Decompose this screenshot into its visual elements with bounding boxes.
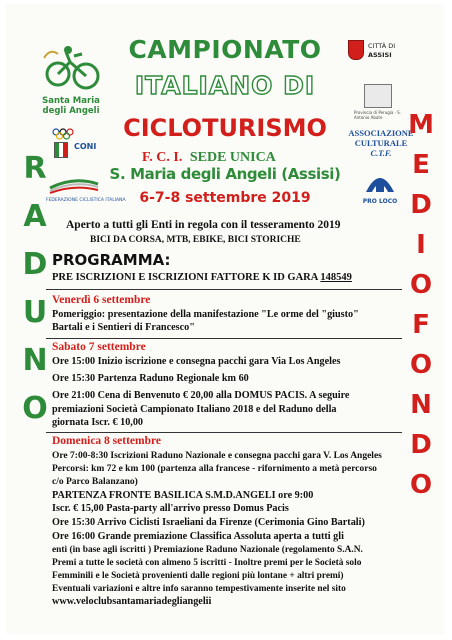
intro-line1: Aperto a tutti gli Enti in regola con il tesseramento 2019	[66, 219, 341, 231]
proloco-label: PRO LOCO	[362, 198, 398, 205]
mediofondo-vertical	[406, 112, 436, 512]
fci-line	[142, 150, 276, 166]
day-line: Ore 7:00-8:30 Iscrizioni Raduno Nazionale e consegna pacchi gara V. Los Angeles	[52, 451, 382, 461]
website-link[interactable]: www.veloclubsantamariadegliangelii	[52, 596, 212, 607]
title-line2: ITALIANO DI	[134, 71, 316, 100]
mediofondo-letter: F	[412, 310, 430, 340]
divider-1	[46, 289, 402, 290]
day-line: giornata Iscr. € 10,00	[52, 417, 144, 428]
raduno-letter: A	[23, 199, 47, 234]
day-line: premiazioni Società Campionato Italiano 2018 e del Raduno della	[52, 404, 337, 415]
day-line: PARTENZA FRONTE BASILICA S.M.D.ANGELI ore 9:00	[52, 490, 314, 501]
program-gara-id: 148549	[320, 272, 352, 283]
title-line1: CAMPIONATO	[128, 35, 322, 64]
mediofondo-letter: O	[409, 350, 433, 380]
mediofondo-letter: E	[412, 150, 430, 180]
program-pre-text: PRE ISCRIZIONI E ISCRIZIONI FATTORE K ID GARA	[52, 272, 321, 283]
coni-label: CONI	[74, 142, 97, 151]
day-line: Premi a tutte le società con almeno 5 iscritti - Inoltre premi per le Società solo	[52, 558, 362, 568]
raduno-letter: D	[22, 247, 48, 282]
mediofondo-letter: N	[410, 390, 432, 420]
day-title-saturday: Sabato 7 settembre	[52, 341, 146, 353]
raduno-letter: O	[22, 391, 48, 426]
day-line: Ore 15:30 Arrivo Ciclisti Israeliani da Firenze (Cerimonia Gino Bartali)	[52, 517, 365, 528]
day-line: Ore 15:00 Inizio iscrizione e consegna pacchi gara Via Los Angeles	[52, 356, 341, 367]
raduno-letter: R	[23, 151, 47, 186]
raduno-vertical	[20, 151, 50, 442]
mediofondo-letter: D	[410, 190, 432, 220]
mediofondo-letter: I	[416, 230, 426, 260]
event-place: S. Maria degli Angeli (Assisi)	[109, 165, 341, 183]
day-line: Percorsi: km 72 e km 100 (partenza alla francese - rifornimento a metà percorso	[52, 464, 377, 474]
program-pre	[52, 272, 352, 285]
day-line: c/o Parco Balanzano)	[52, 477, 138, 487]
day-line: Ore 15:30 Partenza Raduno Regionale km 60	[52, 373, 249, 384]
mediofondo-letter: D	[410, 430, 432, 460]
coni-shield-icon	[54, 142, 68, 158]
province-label: Provincia di Perugia · S. Antonio Abate	[354, 110, 401, 120]
sede-label: SEDE UNICA	[189, 150, 276, 165]
day-line: Ore 21:00 Cena di Benvenuto € 20,00 alla DOMUS PACIS. A seguire	[52, 390, 350, 401]
day-line: enti (in base agli iscritti ) Premiazione Raduno Nazionale (regolamento S.A.N.	[52, 545, 363, 555]
day-line: Eventuali variazioni e altre info saranno tempestivamente inserite nel sito	[52, 584, 346, 594]
club-name-line2: degli Angeli	[42, 106, 100, 116]
title-line3: CICLOTURISMO	[123, 114, 327, 142]
association-line3: C.T.F.	[370, 148, 392, 158]
divider-2	[46, 338, 402, 339]
intro-line2: BICI DA CORSA, MTB, EBIKE, BICI STORICHE	[90, 235, 301, 245]
day-line: Femminili e le Società provenienti dalle regioni più lontane + altri premi)	[52, 571, 344, 581]
divider-3	[46, 432, 402, 433]
mediofondo-letter: O	[409, 470, 433, 500]
day-title-friday: Venerdì 6 settembre	[52, 294, 151, 306]
raduno-letter: U	[22, 295, 48, 330]
day-line: Ore 16:00 Grande premiazione Classifica Assoluta aperta a tutti gli	[52, 531, 344, 542]
day-line: Bartali e i Sentieri di Francesco"	[52, 322, 195, 333]
mediofondo-letter: O	[409, 270, 433, 300]
association-line2: CULTURALE	[354, 138, 408, 148]
mediofondo-letter: M	[408, 110, 434, 140]
day-title-sunday: Domenica 8 settembre	[52, 435, 162, 447]
raduno-letter: N	[22, 343, 48, 378]
assisi-line1: CITTÀ DI	[368, 42, 396, 50]
association-line1: ASSOCIAZIONE	[348, 128, 414, 138]
club-name-line1: Santa Maria	[42, 96, 100, 106]
event-dates: 6-7-8 settembre 2019	[139, 190, 311, 206]
day-line: Iscr. € 15,00 Pasta-party all'arrivo presso Domus Pacis	[52, 503, 289, 514]
fci-label: F. C. I.	[142, 150, 183, 165]
event-poster	[6, 4, 444, 634]
federation-label: FEDERAZIONE CICLISTICA ITALIANA	[46, 198, 126, 203]
assisi-line2: ASSISI	[368, 51, 392, 59]
day-line: Pomeriggio: presentazione della manifestazione "Le orme del "giusto"	[52, 309, 359, 320]
program-heading: PROGRAMMA:	[52, 251, 171, 269]
